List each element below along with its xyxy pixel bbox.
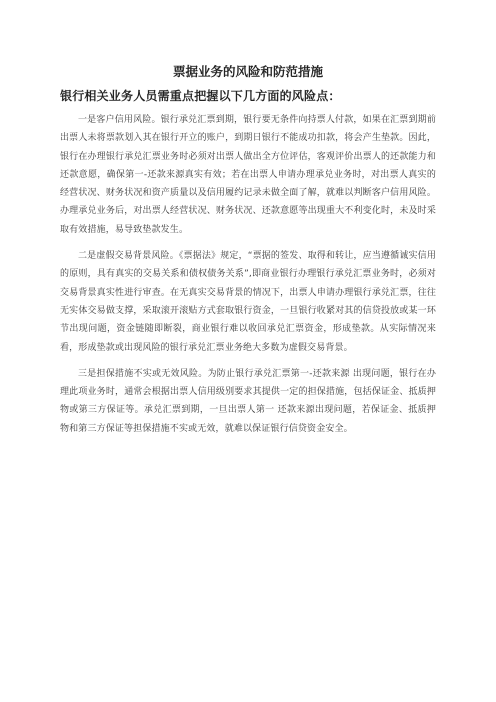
document-page — [60, 62, 436, 446]
paragraph-credit-risk: 一是客户信用风险。银行承兑汇票到期，银行要无条件向持票人付款，如果在汇票到期前出票人未将票款划入其在银行开立的账户，到期日银行不能成功扣款，将会产生垫款。因此，银行在办理银行承兑汇票业务时必须对出票人做出全方位评估，客观评价出票人的还款能力和还款意愿，确保第一-还款来源真实有效；若在出票人申请办理承兑业务时，对出票人真实的经营状况、财务状况和资产质量以及信用履约记录未做全面了解，就难以判断客户信用风险。办理承兑业务后，对出票人经营状况、财务状况、还款意愿等出现重大不利变化时，未及时采取有效措施，易导致垫款发生。 — [60, 115, 436, 235]
paragraph-false-trade-risk: 二是虚假交易背景风险。《票据法》规定，“票据的签发、取得和转让，应当遵循诚实信用的原则，具有真实的交易关系和债权债务关系”,即商业银行办理银行承兑汇票业务时，必须对交易背景真实性进行审查。在无真实交易背景的情况下，出票人申请办理银行承兑汇票，往往无实体交易做支撑，采取滚开滚贴方式套取银行资金，一旦银行收紧对其的信贷投放或某一环节出现问题，资金链随即断裂，商业银行难以收回承兑汇票资金，形成垫款。从实际情况来看，形成垫款或出现风险的银行承兑汇票业务绝大多数为虚假交易背景。 — [60, 251, 436, 353]
section-subheading: 银行相关业务人员需重点把握以下几方面的风险点： — [60, 89, 341, 103]
document-title: 票据业务的风险和防范措施 — [172, 64, 323, 79]
paragraph-guarantee-risk: 三是担保措施不实或无效风险。为防止银行承兑汇票第一-还款来源 出现问题，银行在办理此项业务时，通常会根据出票人信用级别要求其提供一定的担保措施，包括保证金、抵质押物或第三方保证等。承兑汇票到期，一旦出票人第一 还款来源出现问题，若保证金、抵质押物和第三方保证等担保措施不实或无效，就难以保证银行信贷资金安全。 — [60, 368, 436, 434]
